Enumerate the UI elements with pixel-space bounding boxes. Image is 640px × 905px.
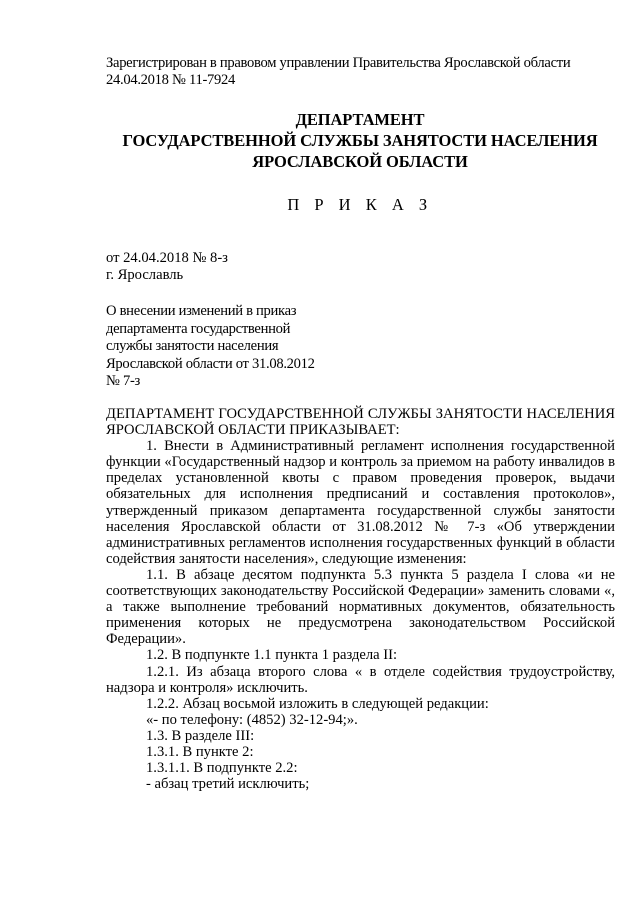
registration-line-1: Зарегистрирован в правовом управлении Правительства Ярославской области (106, 55, 571, 71)
item-1-2-2-text: «- по телефону: (4852) 32-12-94;». (146, 711, 358, 728)
preamble: ДЕПАРТАМЕНТ ГОСУДАРСТВЕННОЙ СЛУЖБЫ ЗАНЯТОСТИ НАСЕЛЕНИЯ ЯРОСЛАВСКОЙ ОБЛАСТИ ПРИКАЗЫВАЕТ: (106, 406, 615, 439)
department-header (90, 109, 630, 172)
item-1-3-1: 1.3.1. В пункте 2: (146, 743, 254, 760)
department-line-2: ГОСУДАРСТВЕННОЙ СЛУЖБЫ ЗАНЯТОСТИ НАСЕЛЕНИЯ (122, 131, 598, 150)
order-date-number: от 24.04.2018 № 8-з (106, 250, 228, 266)
subject-line-5: № 7-з (106, 373, 140, 390)
item-1-3-1-1-a: - абзац третий исключить; (146, 776, 310, 793)
subject-line-2: департамента государственной (106, 320, 291, 337)
order-subject (106, 303, 426, 391)
subject-line-4: Ярославской области от 31.08.2012 (106, 355, 315, 372)
item-1-2: 1.2. В подпункте 1.1 пункта 1 раздела II: (146, 647, 398, 664)
item-1-3-1-1: 1.3.1.1. В подпункте 2.2: (146, 760, 298, 777)
item-1: 1. Внести в Административный регламент исполнения государственной функции «Государственный надзор и контроль за приемом на работу инвалидов в пределах установленной квоты с правом проведения проверок, выдачи обязательных для исполнения предписаний и составления протоколов», утвержденный приказом департамента государственной службы занятости населения Ярославской области от 31.08.2012 № 7-з «Об утверждении административных регламентов исполнения государственных функций в области содействия занятости населения», следующие изменения: (106, 438, 615, 567)
department-line-1: ДЕПАРТАМЕНТ (295, 110, 425, 129)
order-body (106, 406, 615, 792)
department-line-3: ЯРОСЛАВСКОЙ ОБЛАСТИ (252, 152, 468, 171)
document-type-title: П Р И К А З (287, 195, 433, 214)
order-city: г. Ярославль (106, 267, 184, 283)
subject-line-1: О внесении изменений в приказ (106, 303, 297, 319)
item-1-2-2: 1.2.2. Абзац восьмой изложить в следующей редакции: (146, 695, 489, 712)
registration-line-2: 24.04.2018 № 11-7924 (106, 72, 235, 88)
item-1-3: 1.3. В разделе III: (146, 727, 255, 744)
item-1-1: 1.1. В абзаце десятом подпункта 5.3 пункта 5 раздела I слова «и не соответствующих законодательству Российской Федерации» заменить словами «, а также выполнение требований нормативных документов, обязательность применения которых не предусмотрена законодательством Российской Федерации». (106, 566, 615, 648)
subject-line-3: службы занятости населения (106, 338, 279, 355)
registration-note (106, 55, 616, 89)
order-date-block (106, 250, 406, 284)
item-1-2-1: 1.2.1. Из абзаца второго слова « в отделе содействия трудоустройству, надзора и контроля» исключить. (106, 663, 615, 696)
